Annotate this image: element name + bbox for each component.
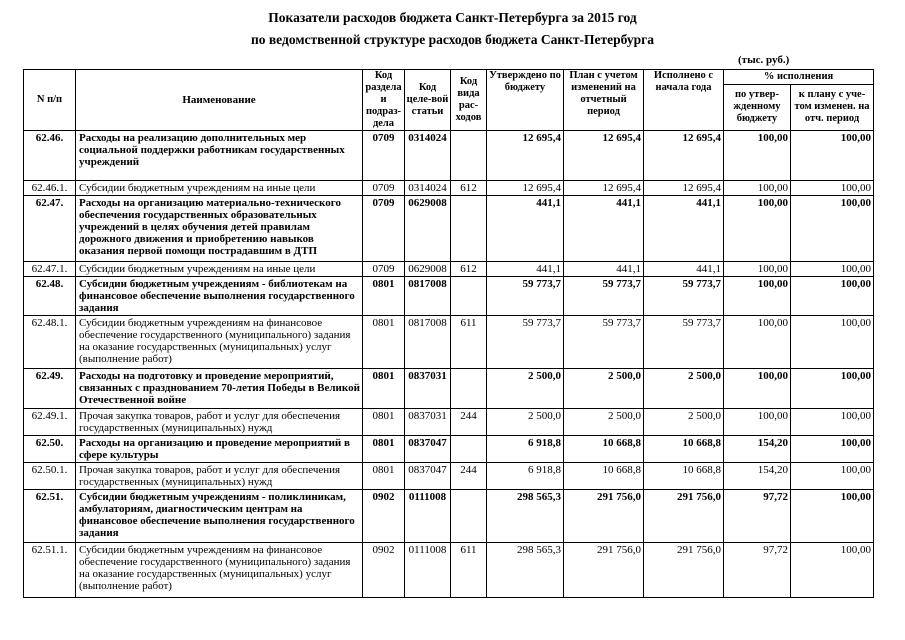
- row-num: 62.48.1.: [24, 316, 76, 369]
- row-approved: 2 500,0: [487, 409, 564, 436]
- table-row: [24, 543, 874, 598]
- row-num: 62.50.1.: [24, 463, 76, 490]
- row-executed: 10 668,8: [644, 463, 724, 490]
- row-executed: 2 500,0: [644, 369, 724, 409]
- row-pct-approved: 100,00: [724, 262, 791, 277]
- row-plan: 10 668,8: [564, 463, 644, 490]
- row-pct-plan: 100,00: [791, 369, 874, 409]
- header-plan: План с учетом изменений на отчетный период: [564, 70, 644, 131]
- row-executed: 2 500,0: [644, 409, 724, 436]
- row-plan: 291 756,0: [564, 543, 644, 598]
- header-num: N п/п: [24, 70, 76, 131]
- header-approved: Утверждено по бюджету: [487, 70, 564, 131]
- row-approved: 6 918,8: [487, 463, 564, 490]
- row-pct-approved: 100,00: [724, 181, 791, 196]
- row-pct-plan: 100,00: [791, 262, 874, 277]
- header-article: Код целе-вой статьи: [405, 70, 451, 131]
- row-approved: 298 565,3: [487, 490, 564, 543]
- header-section: Код раздела и подраз-дела: [363, 70, 405, 131]
- row-executed: 10 668,8: [644, 436, 724, 463]
- row-pct-approved: 100,00: [724, 196, 791, 262]
- row-num: 62.49.: [24, 369, 76, 409]
- row-pct-plan: 100,00: [791, 463, 874, 490]
- row-plan: 2 500,0: [564, 369, 644, 409]
- row-section-code: 0801: [363, 369, 405, 409]
- row-approved: 6 918,8: [487, 436, 564, 463]
- row-pct-approved: 100,00: [724, 369, 791, 409]
- row-num: 62.49.1.: [24, 409, 76, 436]
- row-pct-approved: 100,00: [724, 131, 791, 181]
- budget-table: [23, 69, 874, 598]
- row-num: 62.47.1.: [24, 262, 76, 277]
- row-approved: 2 500,0: [487, 369, 564, 409]
- row-approved: 441,1: [487, 196, 564, 262]
- row-article-code: 0817008: [405, 316, 451, 369]
- row-section-code: 0709: [363, 181, 405, 196]
- row-article-code: 0837031: [405, 409, 451, 436]
- row-pct-plan: 100,00: [791, 316, 874, 369]
- row-name: Субсидии бюджетным учреждениям на финансовое обеспечение государственного (муниципального) задания на оказание государственных (муниципальных) услуг (выполнение работ): [76, 543, 363, 598]
- row-kind-code: 611: [451, 543, 487, 598]
- row-kind-code: [451, 277, 487, 316]
- row-kind-code: [451, 490, 487, 543]
- row-name: Расходы на реализацию дополнительных мер социальной поддержки работникам государственных учреждений: [76, 131, 363, 181]
- report-title: Показатели расходов бюджета Санкт-Петербурга за 2015 год: [268, 10, 637, 25]
- row-article-code: 0837031: [405, 369, 451, 409]
- row-section-code: 0709: [363, 262, 405, 277]
- row-name: Расходы на организацию материально-технического обеспечения государственных образовательных учреждений в целях обучения детей правилам дорожного движения и приобретению навыков оказания первой помощи пострадавшим в ДТП: [76, 196, 363, 262]
- row-article-code: 0314024: [405, 181, 451, 196]
- table-row: [24, 490, 874, 543]
- table-row: [24, 316, 874, 369]
- row-plan: 12 695,4: [564, 131, 644, 181]
- row-article-code: 0837047: [405, 463, 451, 490]
- row-name: Расходы на подготовку и проведение мероприятий, связанных с празднованием 70-летия Победы в Великой Отечественной войне: [76, 369, 363, 409]
- row-kind-code: [451, 369, 487, 409]
- row-approved: 12 695,4: [487, 181, 564, 196]
- row-executed: 59 773,7: [644, 316, 724, 369]
- row-section-code: 0709: [363, 131, 405, 181]
- row-executed: 291 756,0: [644, 490, 724, 543]
- row-executed: 441,1: [644, 262, 724, 277]
- row-article-code: 0629008: [405, 196, 451, 262]
- row-kind-code: [451, 196, 487, 262]
- row-pct-approved: 154,20: [724, 436, 791, 463]
- row-kind-code: 244: [451, 409, 487, 436]
- row-executed: 291 756,0: [644, 543, 724, 598]
- report-subtitle: по ведомственной структуре расходов бюджета Санкт-Петербурга: [250, 32, 655, 47]
- row-num: 62.48.: [24, 277, 76, 316]
- row-plan: 291 756,0: [564, 490, 644, 543]
- row-section-code: 0902: [363, 543, 405, 598]
- row-article-code: 0837047: [405, 436, 451, 463]
- row-name: Прочая закупка товаров, работ и услуг для обеспечения государственных (муниципальных) нужд: [76, 463, 363, 490]
- row-name: Субсидии бюджетным учреждениям - библиотекам на финансовое обеспечение выполнения государственного задания: [76, 277, 363, 316]
- row-plan: 12 695,4: [564, 181, 644, 196]
- units-label: (тыс. руб.): [738, 54, 790, 66]
- row-kind-code: 612: [451, 181, 487, 196]
- row-section-code: 0902: [363, 490, 405, 543]
- row-plan: 59 773,7: [564, 316, 644, 369]
- row-article-code: 0111008: [405, 490, 451, 543]
- table-row: [24, 277, 874, 316]
- row-num: 62.51.: [24, 490, 76, 543]
- row-approved: 298 565,3: [487, 543, 564, 598]
- row-section-code: 0801: [363, 277, 405, 316]
- row-section-code: 0801: [363, 409, 405, 436]
- row-pct-approved: 100,00: [724, 277, 791, 316]
- row-pct-plan: 100,00: [791, 181, 874, 196]
- row-article-code: 0817008: [405, 277, 451, 316]
- table-row: [24, 409, 874, 436]
- row-pct-plan: 100,00: [791, 277, 874, 316]
- row-num: 62.50.: [24, 436, 76, 463]
- table-row: [24, 131, 874, 181]
- row-pct-approved: 100,00: [724, 316, 791, 369]
- row-name: Расходы на организацию и проведение мероприятий в сфере культуры: [76, 436, 363, 463]
- row-section-code: 0801: [363, 316, 405, 369]
- row-pct-approved: 154,20: [724, 463, 791, 490]
- row-name: Субсидии бюджетным учреждениям - поликлиникам, амбулаториям, диагностическим центрам на финансовое обеспечение выполнения государственного задания: [76, 490, 363, 543]
- row-plan: 441,1: [564, 262, 644, 277]
- row-pct-approved: 97,72: [724, 490, 791, 543]
- row-num: 62.46.: [24, 131, 76, 181]
- row-approved: 59 773,7: [487, 316, 564, 369]
- row-kind-code: 244: [451, 463, 487, 490]
- table-body: [24, 131, 874, 598]
- row-pct-plan: 100,00: [791, 436, 874, 463]
- row-executed: 12 695,4: [644, 181, 724, 196]
- row-name: Субсидии бюджетным учреждениям на финансовое обеспечение государственного (муниципального) задания на оказание государственных (муниципальных) услуг (выполнение работ): [76, 316, 363, 369]
- row-approved: 12 695,4: [487, 131, 564, 181]
- header-executed: Исполнено с начала года: [644, 70, 724, 131]
- row-pct-plan: 100,00: [791, 490, 874, 543]
- table-row: [24, 262, 874, 277]
- row-approved: 441,1: [487, 262, 564, 277]
- row-pct-plan: 100,00: [791, 409, 874, 436]
- table-row: [24, 369, 874, 409]
- table-row: [24, 196, 874, 262]
- row-executed: 59 773,7: [644, 277, 724, 316]
- row-kind-code: [451, 436, 487, 463]
- header-pct-plan: к плану с уче-том изменен. на отч. период: [791, 84, 874, 130]
- row-plan: 59 773,7: [564, 277, 644, 316]
- row-plan: 10 668,8: [564, 436, 644, 463]
- header-pct-group: % исполнения: [724, 70, 874, 85]
- row-kind-code: 611: [451, 316, 487, 369]
- row-name: Прочая закупка товаров, работ и услуг для обеспечения государственных (муниципальных) нужд: [76, 409, 363, 436]
- row-num: 62.46.1.: [24, 181, 76, 196]
- table-row: [24, 181, 874, 196]
- row-num: 62.51.1.: [24, 543, 76, 598]
- row-name: Субсидии бюджетным учреждениям на иные цели: [76, 262, 363, 277]
- table-row: [24, 436, 874, 463]
- row-executed: 441,1: [644, 196, 724, 262]
- row-plan: 2 500,0: [564, 409, 644, 436]
- row-section-code: 0801: [363, 436, 405, 463]
- row-section-code: 0801: [363, 463, 405, 490]
- row-pct-plan: 100,00: [791, 131, 874, 181]
- row-pct-approved: 97,72: [724, 543, 791, 598]
- row-article-code: 0629008: [405, 262, 451, 277]
- row-pct-approved: 100,00: [724, 409, 791, 436]
- header-name: Наименование: [76, 70, 363, 131]
- row-num: 62.47.: [24, 196, 76, 262]
- header-kind: Код вида рас-ходов: [451, 70, 487, 131]
- row-pct-plan: 100,00: [791, 196, 874, 262]
- row-approved: 59 773,7: [487, 277, 564, 316]
- row-executed: 12 695,4: [644, 131, 724, 181]
- row-name: Субсидии бюджетным учреждениям на иные цели: [76, 181, 363, 196]
- row-kind-code: [451, 131, 487, 181]
- row-article-code: 0111008: [405, 543, 451, 598]
- row-article-code: 0314024: [405, 131, 451, 181]
- header-pct-approved: по утвер-жденному бюджету: [724, 84, 791, 130]
- row-plan: 441,1: [564, 196, 644, 262]
- row-kind-code: 612: [451, 262, 487, 277]
- row-pct-plan: 100,00: [791, 543, 874, 598]
- row-section-code: 0709: [363, 196, 405, 262]
- table-row: [24, 463, 874, 490]
